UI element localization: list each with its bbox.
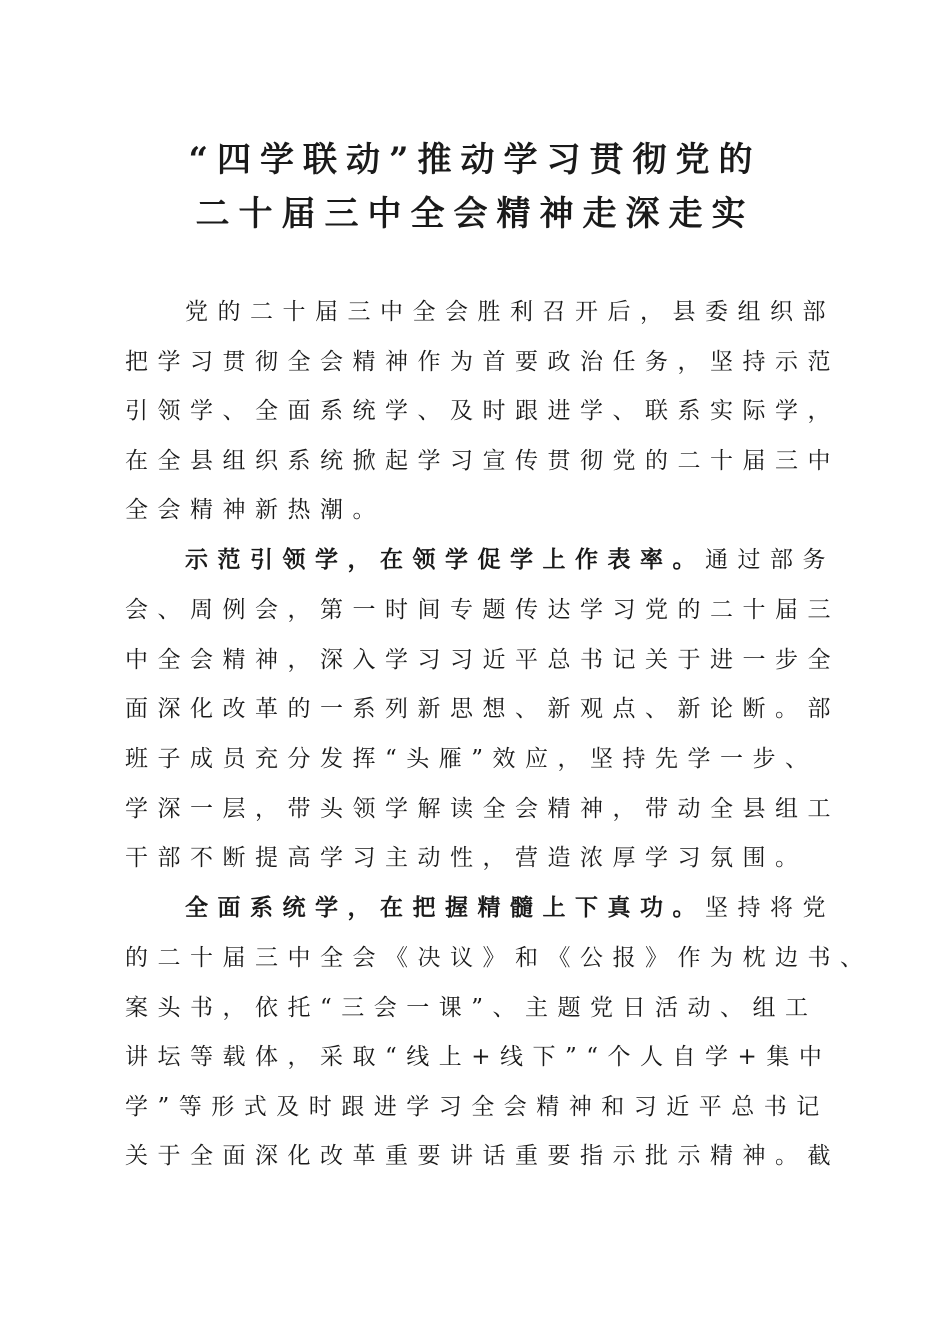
paragraph-lead-heading: 全面系统学，在把握精髓上下真功。 <box>185 894 705 921</box>
paragraph-lead-heading: 示范引领学，在领学促学上作表率。 <box>185 546 705 573</box>
body-text-line: 学深一层，带头领学解读全会精神，带动全县组工 <box>125 796 840 822</box>
body-text-line: 关于全面深化改革重要讲话重要指示批示精神。截 <box>125 1143 840 1169</box>
body-text-line: 干部不断提高学习主动性，营造浓厚学习氛围。 <box>125 845 808 871</box>
body-text-line: 全会精神新热潮。 <box>125 497 385 523</box>
body-text-line: 会、周例会，第一时间专题传达学习党的二十届三 <box>125 597 840 623</box>
body-text-line: 中全会精神，深入学习习近平总书记关于进一步全 <box>125 647 840 673</box>
paragraph-first-line-rest: 通过部务 <box>705 547 835 573</box>
body-text-line: 面深化改革的一系列新思想、新观点、新论断。部 <box>125 696 840 722</box>
body-text-line: 的二十届三中全会《决议》和《公报》作为枕边书、 <box>125 945 873 971</box>
document-title-line-2: 二十届三中全会精神走深走实 <box>195 194 755 234</box>
paragraph-first-line <box>185 545 835 575</box>
body-text-line: 党的二十届三中全会胜利召开后，县委组织部 <box>185 299 835 325</box>
body-text-line: 学”等形式及时跟进学习全会精神和习近平总书记 <box>125 1094 829 1120</box>
body-text-line: 讲坛等载体，采取“线上+线下”“个人自学+集中 <box>125 1044 832 1070</box>
body-text-line: 案头书，依托“三会一课”、主题党日活动、组工 <box>125 995 818 1021</box>
body-text-line: 在全县组织系统掀起学习宣传贯彻党的二十届三中 <box>125 448 840 474</box>
paragraph-first-line-rest: 坚持将党 <box>705 895 835 921</box>
body-text-line: 班子成员充分发挥“头雁”效应，坚持先学一步、 <box>125 746 818 772</box>
body-text-line: 引领学、全面系统学、及时跟进学、联系实际学， <box>125 398 840 424</box>
document-title-line-1: “四学联动”推动学习贯彻党的 <box>188 140 762 180</box>
body-text-line: 把学习贯彻全会精神作为首要政治任务，坚持示范 <box>125 349 840 375</box>
paragraph-first-line <box>185 893 835 923</box>
